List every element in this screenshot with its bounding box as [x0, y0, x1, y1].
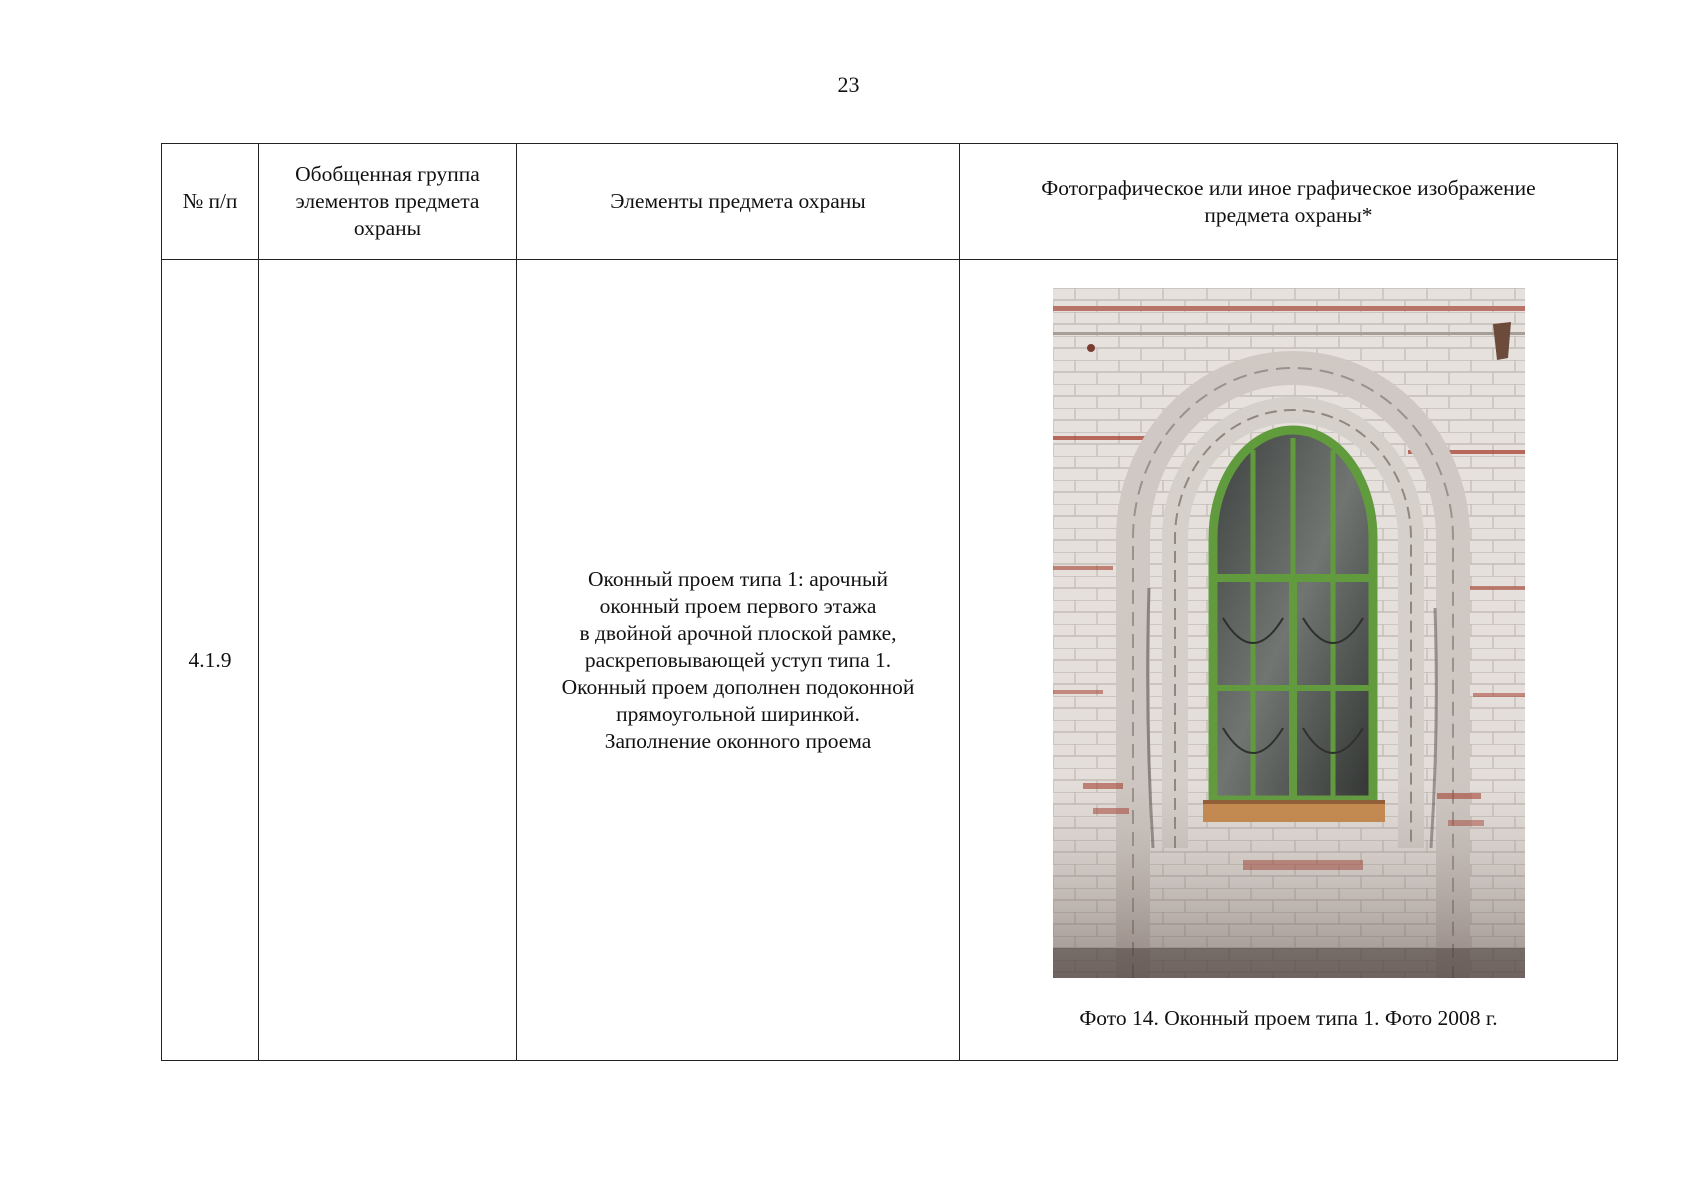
header-photo: Фотографическое или иное графическое изображение предмета охраны* — [960, 144, 1618, 260]
elements-line: Оконный проем типа 1: арочный — [588, 566, 888, 591]
table-header-row — [162, 144, 1618, 260]
page-number: 23 — [837, 72, 860, 97]
row-num: 4.1.9 — [162, 260, 259, 1061]
row-elements — [517, 260, 960, 1061]
elements-line: раскреповывающей уступ типа 1. — [584, 647, 892, 672]
elements-line: в двойной арочной плоской рамке, — [579, 620, 897, 645]
elements-line: прямоугольной ширинкой. — [616, 701, 860, 726]
elements-line: Оконный проем дополнен подоконной — [561, 674, 915, 699]
protection-subject-table — [161, 143, 1618, 1061]
table-row — [162, 260, 1618, 1061]
row-group — [259, 260, 517, 1061]
elements-line: оконный проем первого этажа — [599, 593, 877, 618]
header-group: Обобщенная группа элементов предмета охраны — [259, 144, 517, 260]
elements-line: Заполнение оконного проема — [604, 728, 872, 753]
window-photo — [1053, 288, 1525, 978]
header-elements: Элементы предмета охраны — [517, 144, 960, 260]
photo-caption: Фото 14. Оконный проем типа 1. Фото 2008 г. — [1079, 1006, 1498, 1030]
window-photo-image — [1053, 288, 1525, 978]
header-num: № п/п — [162, 144, 259, 260]
row-photo — [960, 260, 1618, 1061]
